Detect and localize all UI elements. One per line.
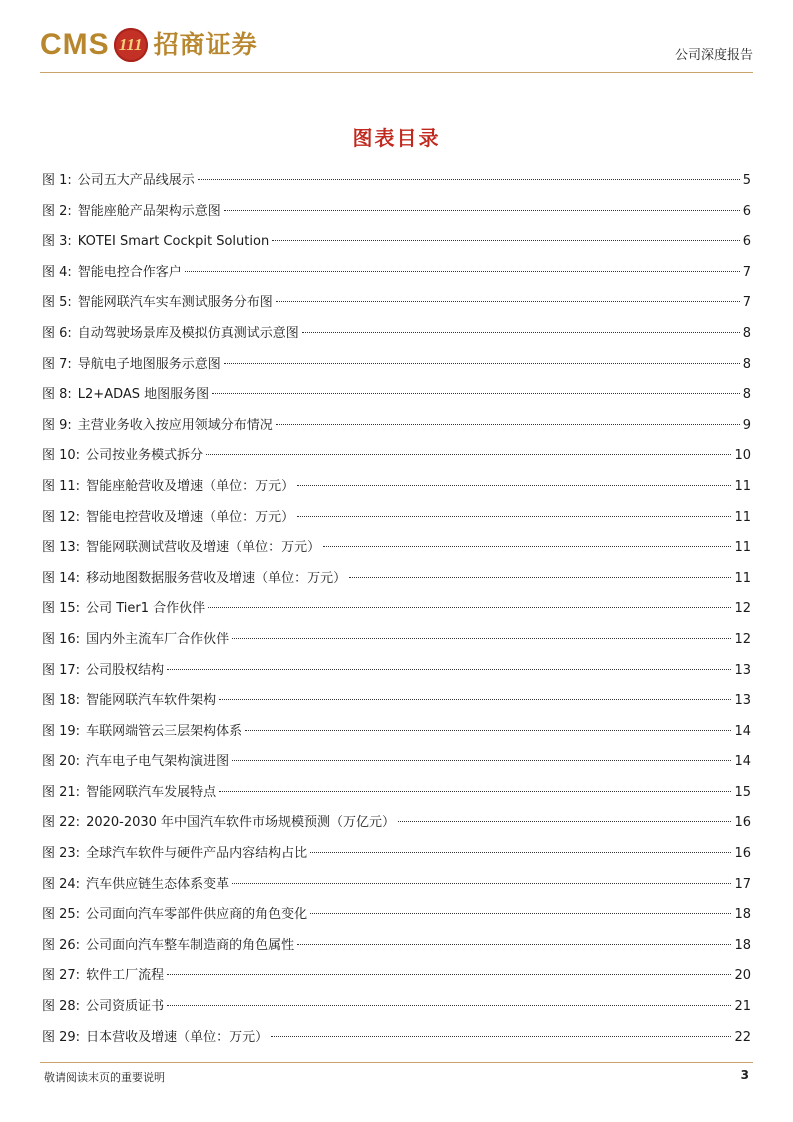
toc-page-number: 16 <box>734 846 751 862</box>
footer-disclaimer: 敬请阅读末页的重要说明 <box>44 1071 165 1084</box>
toc-entry[interactable] <box>42 170 751 201</box>
toc-figure-number: 图 18: <box>42 693 81 709</box>
toc-figure-number: 图 28: <box>42 999 81 1015</box>
toc-figure-title: KOTEI Smart Cockpit Solution <box>77 234 270 250</box>
toc-figure-number: 图 14: <box>42 570 81 586</box>
toc-figure-number: 图 6: <box>42 325 72 341</box>
toc-dot-leader <box>349 577 731 578</box>
toc-page-number: 18 <box>734 907 751 923</box>
toc-entry[interactable] <box>42 965 751 996</box>
toc-dot-leader <box>310 913 731 914</box>
toc-dot-leader <box>167 669 731 670</box>
toc-dot-leader <box>271 1036 731 1037</box>
page-title: 图表目录 <box>352 126 441 150</box>
toc-dot-leader <box>185 271 740 272</box>
toc-figure-title: 公司资质证书 <box>86 999 165 1015</box>
toc-figure-number: 图 15: <box>42 601 81 617</box>
toc-entry[interactable] <box>42 384 751 415</box>
toc-entry[interactable] <box>42 935 751 966</box>
toc-figure-title: 公司 Tier1 合作伙伴 <box>86 601 206 617</box>
logo-company-name: 招商证券 <box>153 30 258 59</box>
toc-entry[interactable] <box>42 568 751 599</box>
toc-entry[interactable] <box>42 751 751 782</box>
toc-page-number: 6 <box>742 203 751 219</box>
toc-figure-number: 图 13: <box>42 540 81 556</box>
logo-emblem-icon: 111 <box>114 28 148 62</box>
toc-figure-number: 图 27: <box>42 968 81 984</box>
toc-page-number: 5 <box>742 173 751 188</box>
toc-figure-number: 图 4: <box>42 264 72 280</box>
logo-cms-text: CMS <box>40 28 110 61</box>
page-number: 3 <box>740 1068 749 1082</box>
toc-page-number: 16 <box>734 815 751 831</box>
toc-figure-title: 导航电子地图服务示意图 <box>77 356 221 372</box>
toc-figure-title: 日本营收及增速（单位：万元） <box>86 1029 269 1045</box>
toc-page-number: 17 <box>734 876 751 892</box>
toc-figure-number: 图 23: <box>42 846 81 862</box>
toc-page-number: 7 <box>742 264 751 280</box>
toc-figure-number: 图 17: <box>42 662 81 678</box>
toc-entry[interactable] <box>42 690 751 721</box>
toc-page-number: 20 <box>734 968 751 984</box>
toc-figure-number: 图 11: <box>42 478 81 494</box>
toc-figure-number: 图 20: <box>42 754 81 770</box>
toc-entry[interactable] <box>42 660 751 691</box>
toc-figure-number: 图 10: <box>42 448 81 464</box>
toc-dot-leader <box>302 332 740 333</box>
toc-page-number: 7 <box>742 295 751 311</box>
toc-figure-title: 智能网联汽车发展特点 <box>86 784 217 800</box>
toc-dot-leader <box>167 974 731 975</box>
toc-figure-title: 汽车电子电气架构演进图 <box>86 754 230 770</box>
toc-figure-number: 图 12: <box>42 509 81 525</box>
toc-dot-leader <box>232 638 731 639</box>
toc-figure-number: 图 16: <box>42 631 81 647</box>
toc-figure-title: 公司按业务模式拆分 <box>86 448 204 464</box>
toc-figure-number: 图 3: <box>42 234 72 250</box>
toc-page-number: 15 <box>734 784 751 800</box>
toc-figure-number: 图 1: <box>42 173 72 188</box>
toc-dot-leader <box>276 301 740 302</box>
toc-entry[interactable] <box>42 812 751 843</box>
toc-figure-number: 图 26: <box>42 937 81 953</box>
toc-figure-number: 图 22: <box>42 815 81 831</box>
toc-figure-number: 图 21: <box>42 784 81 800</box>
toc-entry[interactable] <box>42 721 751 752</box>
toc-figure-title: 2020-2030 年中国汽车软件市场规模预测（万亿元） <box>86 815 396 831</box>
toc-dot-leader <box>232 883 731 884</box>
toc-entry[interactable] <box>42 231 751 262</box>
toc-entry[interactable] <box>42 537 751 568</box>
toc-figure-number: 图 29: <box>42 1029 81 1045</box>
toc-page-number: 21 <box>734 999 751 1015</box>
toc-entry[interactable] <box>42 323 751 354</box>
toc-figure-title: 公司股权结构 <box>86 662 165 678</box>
toc-page-number: 11 <box>734 570 751 586</box>
toc-dot-leader <box>297 516 731 517</box>
header-divider <box>40 72 753 73</box>
toc-entry[interactable] <box>42 782 751 813</box>
toc-figure-title: 智能网联汽车软件架构 <box>86 693 217 709</box>
toc-figure-title: 主营业务收入按应用领域分布情况 <box>77 417 273 433</box>
toc-dot-leader <box>232 760 731 761</box>
toc-dot-leader <box>224 363 740 364</box>
toc-figure-number: 图 25: <box>42 907 81 923</box>
toc-entry[interactable] <box>42 996 751 1027</box>
toc-figure-title: 汽车供应链生态体系变革 <box>86 876 230 892</box>
footer-divider <box>40 1062 753 1063</box>
toc-entry[interactable] <box>42 354 751 385</box>
toc-dot-leader <box>198 179 740 180</box>
toc-figure-title: 智能座舱产品架构示意图 <box>77 203 221 219</box>
toc-entry[interactable] <box>42 507 751 538</box>
toc-figure-title: 智能电控合作客户 <box>77 264 182 280</box>
toc-page-number: 14 <box>734 723 751 739</box>
toc-dot-leader <box>245 730 731 731</box>
toc-entry[interactable] <box>42 262 751 293</box>
toc-dot-leader <box>297 485 731 486</box>
toc-figure-number: 图 8: <box>42 387 72 403</box>
toc-dot-leader <box>219 791 731 792</box>
toc-figure-number: 图 19: <box>42 723 81 739</box>
toc-entry[interactable] <box>42 843 751 874</box>
toc-entry[interactable] <box>42 415 751 446</box>
toc-entry[interactable] <box>42 629 751 660</box>
toc-entry[interactable] <box>42 1027 751 1058</box>
toc-figure-number: 图 24: <box>42 876 81 892</box>
toc-entry[interactable] <box>42 201 751 232</box>
toc-dot-leader <box>206 454 731 455</box>
toc-page-number: 18 <box>734 937 751 953</box>
toc-page-number: 12 <box>734 631 751 647</box>
toc-dot-leader <box>224 210 740 211</box>
toc-figure-title: 国内外主流车厂合作伙伴 <box>86 631 230 647</box>
toc-page-number: 8 <box>742 325 751 341</box>
page-header <box>40 22 753 72</box>
toc-figure-title: 智能座舱营收及增速（单位：万元） <box>86 478 295 494</box>
toc-dot-leader <box>167 1005 731 1006</box>
toc-dot-leader <box>276 424 740 425</box>
toc-figure-title: 智能网联汽车实车测试服务分布图 <box>77 295 273 311</box>
toc-figure-title: 公司面向汽车整车制造商的角色属性 <box>86 937 295 953</box>
toc-entry[interactable] <box>42 292 751 323</box>
toc-figure-title: 车联网端管云三层架构体系 <box>86 723 243 739</box>
toc-page-number: 11 <box>734 540 751 556</box>
toc-entry[interactable] <box>42 904 751 935</box>
toc-figure-title: 公司五大产品线展示 <box>77 173 195 188</box>
toc-dot-leader <box>323 546 731 547</box>
toc-page-number: 13 <box>734 693 751 709</box>
toc-figure-title: 移动地图数据服务营收及增速（单位：万元） <box>86 570 347 586</box>
toc-figure-number: 图 7: <box>42 356 72 372</box>
toc-entry[interactable] <box>42 445 751 476</box>
toc-dot-leader <box>310 852 731 853</box>
toc-figure-title: 全球汽车软件与硬件产品内容结构占比 <box>86 846 308 862</box>
toc-figure-title: 智能网联测试营收及增速（单位：万元） <box>86 540 321 556</box>
cms-logo <box>40 28 258 62</box>
toc-entry[interactable] <box>42 598 751 629</box>
toc-dot-leader <box>219 699 731 700</box>
toc-figure-number: 图 9: <box>42 417 72 433</box>
toc-figure-title: 自动驾驶场景库及模拟仿真测试示意图 <box>77 325 299 341</box>
toc-page-number: 11 <box>734 478 751 494</box>
toc-page-number: 14 <box>734 754 751 770</box>
toc-page-number: 12 <box>734 601 751 617</box>
toc-figure-title: 公司面向汽车零部件供应商的角色变化 <box>86 907 308 923</box>
toc-figure-title: 软件工厂流程 <box>86 968 165 984</box>
toc-figure-number: 图 2: <box>42 203 72 219</box>
toc-page-number: 10 <box>734 448 751 464</box>
toc-dot-leader <box>398 821 731 822</box>
toc-page-number: 8 <box>742 356 751 372</box>
toc-figure-title: 智能电控营收及增速（单位：万元） <box>86 509 295 525</box>
toc-dot-leader <box>272 240 740 241</box>
toc-page-number: 8 <box>742 387 751 403</box>
toc-dot-leader <box>212 393 740 394</box>
toc-entry[interactable] <box>42 874 751 905</box>
toc-page-number: 11 <box>734 509 751 525</box>
figure-toc-list <box>42 170 751 1057</box>
toc-page-number: 22 <box>734 1029 751 1045</box>
toc-figure-number: 图 5: <box>42 295 72 311</box>
toc-entry[interactable] <box>42 476 751 507</box>
toc-page-number: 6 <box>742 234 751 250</box>
toc-dot-leader <box>208 607 731 608</box>
toc-page-number: 9 <box>742 417 751 433</box>
toc-dot-leader <box>297 944 731 945</box>
toc-page-number: 13 <box>734 662 751 678</box>
report-type-label: 公司深度报告 <box>674 48 753 63</box>
toc-figure-title: L2+ADAS 地图服务图 <box>77 387 210 403</box>
